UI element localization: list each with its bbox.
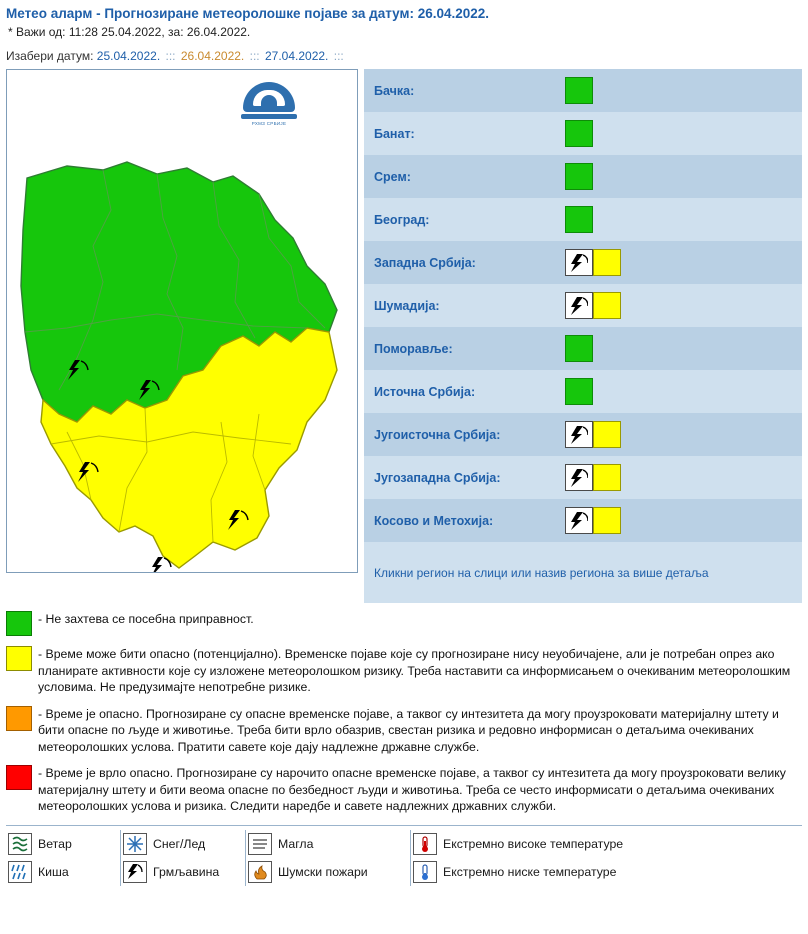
region-level <box>550 327 802 370</box>
legend-yellow-text: - Време може бити опасно (потенцијално). Временске појаве које су прогнозиране нису неуобичајене, али је потребан опрез ако планирате активности које су изложене метеоролошком ризику. Треба наставити са информисањем о очекиваним метеоролошким условима. Не предузимајте непотребне ризике. <box>38 647 791 694</box>
table-row[interactable] <box>364 155 802 198</box>
table-row[interactable] <box>364 69 802 112</box>
legend-green-swatch <box>6 611 32 636</box>
date-separator-0: ::: <box>165 49 176 63</box>
thunderstorm-icon <box>565 292 593 319</box>
date-option-1[interactable]: 26.04.2022. <box>180 49 245 63</box>
phenomenon-rain <box>6 858 121 886</box>
level-green-swatch <box>565 378 593 405</box>
level-yellow-swatch <box>593 292 621 319</box>
legend-red-swatch <box>6 765 32 790</box>
phenomenon-fog-label: Магла <box>278 836 314 851</box>
region-alert-table <box>364 69 802 603</box>
level-swatches <box>565 249 801 276</box>
table-row[interactable] <box>364 198 802 241</box>
level-swatches <box>565 292 801 319</box>
region-name[interactable]: Бачка: <box>374 83 415 98</box>
level-yellow-swatch <box>593 421 621 448</box>
region-name[interactable]: Шумадија: <box>374 298 440 313</box>
table-footer-row <box>364 542 802 603</box>
level-green-swatch <box>565 163 593 190</box>
map-svg[interactable] <box>7 70 357 572</box>
region-level <box>550 155 802 198</box>
level-swatches <box>565 77 801 104</box>
thunderstorm-icon <box>565 249 593 276</box>
region-level <box>550 69 802 112</box>
table-row[interactable] <box>364 413 802 456</box>
phenomenon-forest-fire-label: Шумски пожари <box>278 864 368 879</box>
level-swatches <box>565 507 801 534</box>
region-level <box>550 456 802 499</box>
phenomenon-low-temperature-label: Екстремно ниске температуре <box>443 864 617 879</box>
main-area <box>0 69 808 603</box>
table-row[interactable] <box>364 370 802 413</box>
region-name[interactable]: Срем: <box>374 169 411 184</box>
date-picker <box>0 39 808 69</box>
phenomenon-low-temperature <box>411 858 803 886</box>
level-yellow-swatch <box>593 507 621 534</box>
logo-bar <box>241 114 297 119</box>
region-level <box>550 112 802 155</box>
region-name[interactable]: Поморавље: <box>374 341 453 356</box>
date-option-0[interactable]: 25.04.2022. <box>96 49 161 63</box>
phenomenon-forest-fire <box>246 858 411 886</box>
level-swatches <box>565 421 801 448</box>
region-level <box>550 198 802 241</box>
rhmz-logo <box>239 82 299 140</box>
table-row[interactable] <box>364 327 802 370</box>
legend-item-green <box>6 611 802 636</box>
date-separator-2: ::: <box>333 49 344 63</box>
date-picker-label: Изабери датум: <box>6 49 94 63</box>
phenomena-row <box>6 830 802 858</box>
table-row[interactable] <box>364 284 802 327</box>
page-title: Метео аларм - Прогнозиране метеоролошке појаве за датум: 26.04.2022. <box>6 6 490 21</box>
phenomenon-snow-ice-label: Снег/Лед <box>153 836 206 851</box>
legend-orange-swatch <box>6 706 32 731</box>
forest-fire-icon <box>248 861 272 883</box>
table-row[interactable] <box>364 456 802 499</box>
thunderstorm-icon <box>565 464 593 491</box>
severity-legend <box>0 603 808 815</box>
thunderstorm-icon <box>123 861 147 883</box>
phenomena-legend <box>6 825 802 886</box>
phenomenon-wind-label: Ветар <box>38 836 72 851</box>
region-name[interactable]: Источна Србија: <box>374 384 476 399</box>
phenomenon-thunderstorm-label: Грмљавина <box>153 864 220 879</box>
level-green-swatch <box>565 335 593 362</box>
legend-item-yellow <box>6 646 802 696</box>
level-swatches <box>565 378 801 405</box>
level-yellow-swatch <box>593 464 621 491</box>
region-level <box>550 284 802 327</box>
region-name[interactable]: Банат: <box>374 126 415 141</box>
table-row[interactable] <box>364 241 802 284</box>
region-name[interactable]: Косово и Метохија: <box>374 513 494 528</box>
level-swatches <box>565 120 801 147</box>
serbia-alert-map[interactable] <box>6 69 358 573</box>
date-separator-1: ::: <box>249 49 260 63</box>
legend-green-text: - Не захтева се посебна приправност. <box>38 612 254 626</box>
level-swatches <box>565 206 801 233</box>
phenomenon-high-temperature <box>411 830 803 858</box>
region-name[interactable]: Југозападна Србија: <box>374 470 501 485</box>
phenomenon-fog <box>246 830 411 858</box>
low-temperature-icon <box>413 861 437 883</box>
region-name[interactable]: Западна Србија: <box>374 255 476 270</box>
level-swatches <box>565 335 801 362</box>
level-swatches <box>565 163 801 190</box>
phenomenon-snow-ice <box>121 830 246 858</box>
region-level <box>550 499 802 542</box>
thunderstorm-icon <box>565 421 593 448</box>
region-level <box>550 370 802 413</box>
table-row[interactable] <box>364 499 802 542</box>
level-yellow-swatch <box>593 249 621 276</box>
region-footer-note: Кликни регион на слици или назив региона за више детаља <box>364 542 802 603</box>
legend-item-red <box>6 765 802 815</box>
level-green-swatch <box>565 206 593 233</box>
table-row[interactable] <box>364 112 802 155</box>
region-level <box>550 241 802 284</box>
validity-text: * Важи од: 11:28 25.04.2022, за: 26.04.2022. <box>8 25 251 39</box>
phenomenon-wind <box>6 830 121 858</box>
region-name[interactable]: Југоисточна Србија: <box>374 427 501 442</box>
high-temperature-icon <box>413 833 437 855</box>
legend-item-orange <box>6 706 802 756</box>
phenomenon-thunderstorm <box>121 858 246 886</box>
legend-yellow-swatch <box>6 646 32 671</box>
logo-text: РХМЗ СРБИЈЕ <box>251 121 287 126</box>
region-name[interactable]: Београд: <box>374 212 430 227</box>
legend-orange-text: - Време је опасно. Прогнозиране су опасне временске појаве, а таквог су интезитета да могу проузроковати материјалну штету и бити опасне по људе и животиње. Треба бити вpло обазрив, свестан ризика и редовно информисан о детаљима очекиваних метеоролошких услова. Пратити савете које дају надлежне државне службе. <box>38 706 779 754</box>
date-option-2[interactable]: 27.04.2022. <box>264 49 329 63</box>
level-green-swatch <box>565 77 593 104</box>
phenomena-row <box>6 858 802 886</box>
rain-icon <box>8 861 32 883</box>
phenomenon-high-temperature-label: Екстремно високе температуре <box>443 836 624 851</box>
legend-red-text: - Време је врло опасно. Прогнозиране су нарочито опасне временске појаве, а таквог су интезитета да могу проузроковати велику материјалну штету и бити веома опасне по безбедност људи и животиња. Треба се често информисати о детаљима очекиваних метеоролошких услова и ризика. Следити наредбе и савете надлежних државних служби. <box>38 766 786 813</box>
thunderstorm-icon <box>565 507 593 534</box>
snow-ice-icon <box>123 833 147 855</box>
logo-dome-icon <box>243 82 295 112</box>
level-green-swatch <box>565 120 593 147</box>
level-swatches <box>565 464 801 491</box>
fog-icon <box>248 833 272 855</box>
wind-icon <box>8 833 32 855</box>
phenomenon-rain-label: Киша <box>38 864 69 879</box>
region-level <box>550 413 802 456</box>
